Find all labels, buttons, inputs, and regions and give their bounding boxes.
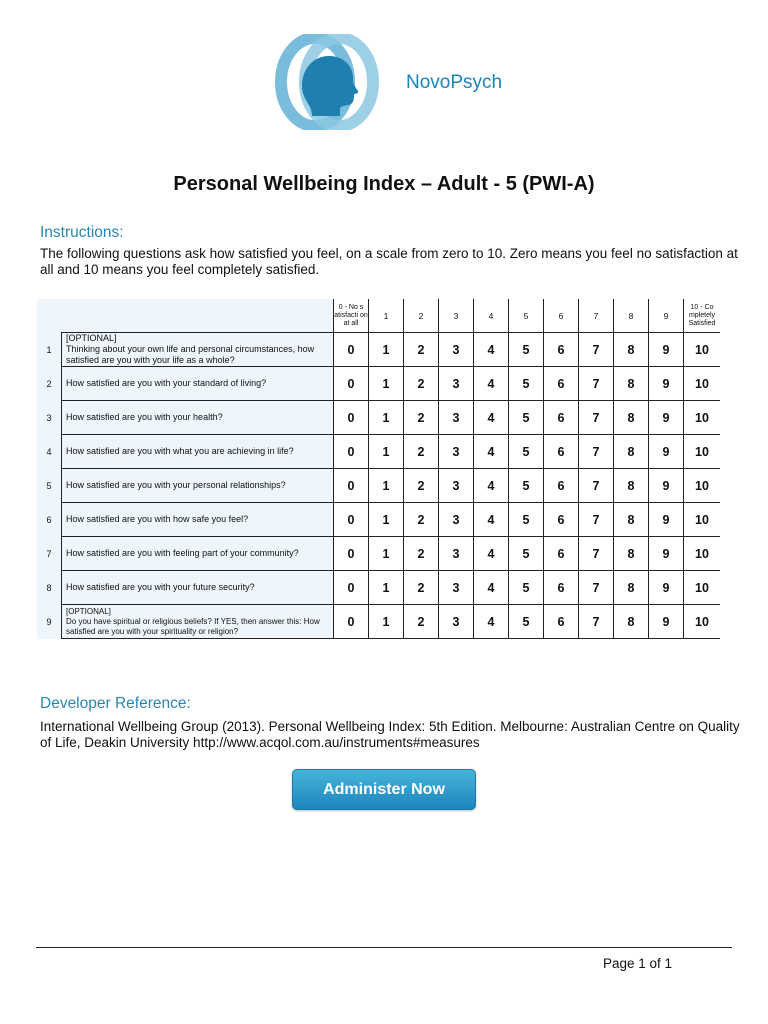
scale-header: 5 [509, 299, 544, 333]
rating-option[interactable]: 1 [369, 503, 404, 537]
rating-option[interactable]: 0 [334, 401, 369, 435]
row-number: 5 [37, 469, 62, 503]
rating-option[interactable]: 4 [474, 503, 509, 537]
rating-option[interactable]: 4 [474, 605, 509, 639]
rating-option[interactable]: 1 [369, 605, 404, 639]
rating-option[interactable]: 10 [684, 469, 721, 503]
rating-option[interactable]: 0 [334, 435, 369, 469]
rating-option[interactable]: 8 [614, 605, 649, 639]
rating-option[interactable]: 8 [614, 401, 649, 435]
rating-option[interactable]: 7 [579, 503, 614, 537]
row-number: 6 [37, 503, 62, 537]
question-cell [62, 537, 334, 571]
page-number: Page 1 of 1 [603, 956, 673, 971]
rating-option[interactable]: 9 [649, 367, 684, 401]
table-row [37, 401, 720, 435]
row-number: 9 [37, 605, 62, 639]
rating-option[interactable]: 4 [474, 469, 509, 503]
rating-option[interactable]: 5 [509, 503, 544, 537]
scale-header: 6 [544, 299, 579, 333]
rating-option[interactable]: 7 [579, 537, 614, 571]
rating-option[interactable]: 5 [509, 333, 544, 367]
rating-option[interactable]: 6 [544, 333, 579, 367]
scale-header: 0 - No s atisfacti on at all [334, 299, 369, 333]
developer-heading: Developer Reference: [40, 695, 191, 712]
developer-reference-text: International Wellbeing Group (2013). Personal Wellbeing Index: 5th Edition. Melbourne: Australian Centre on Quality of Life, Deakin University http://www.acqol.com.au/instruments#measures [40, 719, 740, 750]
question-cell [62, 401, 334, 435]
brand-name: NovoPsych [406, 72, 503, 93]
rating-option[interactable]: 1 [369, 401, 404, 435]
rating-option[interactable]: 8 [614, 503, 649, 537]
rating-option[interactable]: 6 [544, 401, 579, 435]
footer-divider [36, 947, 732, 948]
rating-option[interactable]: 2 [404, 435, 439, 469]
question-text: Do you have spiritual or religious beliefs? If YES, then answer this: How satisfied are you with your spirituality or religion? [66, 616, 320, 636]
instructions-heading: Instructions: [40, 224, 124, 241]
rating-option[interactable]: 6 [544, 605, 579, 639]
rating-option[interactable]: 1 [369, 469, 404, 503]
row-number: 3 [37, 401, 62, 435]
rating-option[interactable]: 9 [649, 503, 684, 537]
rating-option[interactable]: 0 [334, 469, 369, 503]
rating-option[interactable]: 8 [614, 367, 649, 401]
rating-option[interactable]: 10 [684, 605, 721, 639]
rating-option[interactable]: 5 [509, 469, 544, 503]
rating-option[interactable]: 10 [684, 401, 721, 435]
administer-now-button[interactable]: Administer Now [292, 769, 476, 810]
table-row [37, 469, 720, 503]
rating-option[interactable]: 9 [649, 605, 684, 639]
scale-header: 3 [439, 299, 474, 333]
rating-option[interactable]: 8 [614, 571, 649, 605]
rating-option[interactable]: 5 [509, 401, 544, 435]
header-blank [37, 299, 334, 333]
rating-option[interactable]: 9 [649, 435, 684, 469]
rating-option[interactable]: 3 [439, 333, 474, 367]
rating-option[interactable]: 3 [439, 435, 474, 469]
scale-header: 1 [369, 299, 404, 333]
rating-option[interactable]: 5 [509, 571, 544, 605]
rating-option[interactable]: 5 [509, 435, 544, 469]
rating-option[interactable]: 4 [474, 401, 509, 435]
rating-option[interactable]: 6 [544, 367, 579, 401]
rating-option[interactable]: 2 [404, 571, 439, 605]
rating-option[interactable]: 3 [439, 367, 474, 401]
rating-option[interactable]: 6 [544, 571, 579, 605]
row-number: 8 [37, 571, 62, 605]
rating-option[interactable]: 6 [544, 435, 579, 469]
rating-option[interactable]: 7 [579, 367, 614, 401]
rating-option[interactable]: 0 [334, 537, 369, 571]
rating-option[interactable]: 1 [369, 367, 404, 401]
rating-option[interactable]: 0 [334, 367, 369, 401]
question-text: Thinking about your own life and personal circumstances, how satisfied are you with your life as a whole? [66, 344, 315, 365]
rating-option[interactable]: 7 [579, 469, 614, 503]
question-text: How satisfied are you with feeling part of your community? [66, 548, 299, 558]
rating-option[interactable]: 3 [439, 537, 474, 571]
rating-option[interactable]: 9 [649, 333, 684, 367]
rating-option[interactable]: 5 [509, 537, 544, 571]
rating-option[interactable]: 2 [404, 469, 439, 503]
rating-option[interactable]: 7 [579, 571, 614, 605]
question-text: How satisfied are you with your standard of living? [66, 378, 267, 388]
table-row [37, 333, 720, 367]
rating-option[interactable]: 3 [439, 469, 474, 503]
rating-option[interactable]: 0 [334, 605, 369, 639]
rating-option[interactable]: 0 [334, 503, 369, 537]
rating-option[interactable]: 0 [334, 571, 369, 605]
rating-option[interactable]: 10 [684, 333, 721, 367]
rating-option[interactable]: 3 [439, 571, 474, 605]
rating-option[interactable]: 9 [649, 537, 684, 571]
optional-tag: [OPTIONAL] [66, 333, 117, 343]
question-text: How satisfied are you with your future security? [66, 582, 255, 592]
scale-header: 4 [474, 299, 509, 333]
table-row [37, 571, 720, 605]
rating-option[interactable]: 8 [614, 469, 649, 503]
question-text: How satisfied are you with what you are achieving in life? [66, 446, 294, 456]
instructions-text: The following questions ask how satisfied you feel, on a scale from zero to 10. Zero means you feel no satisfaction at all and 10 means you feel completely satisfied. [40, 246, 738, 277]
rating-option[interactable]: 8 [614, 333, 649, 367]
rating-option[interactable]: 2 [404, 401, 439, 435]
scale-header: 2 [404, 299, 439, 333]
scale-header: 10 - Co mpletely Satisfied [684, 299, 721, 333]
rating-option[interactable]: 3 [439, 503, 474, 537]
table-row [37, 367, 720, 401]
rating-option[interactable]: 1 [369, 571, 404, 605]
rating-option[interactable]: 6 [544, 503, 579, 537]
scale-header-row [37, 299, 720, 333]
rating-option[interactable]: 10 [684, 367, 721, 401]
rating-option[interactable]: 9 [649, 469, 684, 503]
table-row [37, 503, 720, 537]
rating-option[interactable]: 2 [404, 503, 439, 537]
rating-option[interactable]: 8 [614, 537, 649, 571]
rating-option[interactable]: 10 [684, 435, 721, 469]
rating-option[interactable]: 2 [404, 537, 439, 571]
table-row [37, 605, 720, 639]
rating-option[interactable]: 4 [474, 435, 509, 469]
pwi-rating-table [37, 299, 720, 639]
rating-option[interactable]: 9 [649, 571, 684, 605]
row-number: 7 [37, 537, 62, 571]
rating-option[interactable]: 4 [474, 333, 509, 367]
rating-option[interactable]: 3 [439, 401, 474, 435]
question-cell [62, 333, 334, 367]
rating-option[interactable]: 1 [369, 537, 404, 571]
row-number: 2 [37, 367, 62, 401]
scale-header: 7 [579, 299, 614, 333]
rating-option[interactable]: 5 [509, 605, 544, 639]
rating-option[interactable]: 3 [439, 605, 474, 639]
head-profile-logo-icon [272, 34, 382, 130]
scale-header: 9 [649, 299, 684, 333]
rating-option[interactable]: 4 [474, 537, 509, 571]
question-cell [62, 571, 334, 605]
rating-option[interactable]: 10 [684, 571, 721, 605]
rating-option[interactable]: 1 [369, 435, 404, 469]
question-cell [62, 435, 334, 469]
rating-option[interactable]: 4 [474, 571, 509, 605]
question-cell [62, 469, 334, 503]
rating-option[interactable]: 7 [579, 605, 614, 639]
rating-option[interactable]: 10 [684, 503, 721, 537]
optional-tag: [OPTIONAL] [66, 606, 111, 616]
question-text: How satisfied are you with how safe you feel? [66, 514, 249, 524]
rating-option[interactable]: 7 [579, 435, 614, 469]
rating-option[interactable]: 10 [684, 537, 721, 571]
question-text: How satisfied are you with your health? [66, 412, 223, 422]
rating-option[interactable]: 6 [544, 469, 579, 503]
rating-option[interactable]: 6 [544, 537, 579, 571]
rating-option[interactable]: 4 [474, 367, 509, 401]
rating-option[interactable]: 2 [404, 333, 439, 367]
rating-option[interactable]: 7 [579, 401, 614, 435]
scale-header: 8 [614, 299, 649, 333]
question-cell [62, 605, 334, 639]
question-text: How satisfied are you with your personal relationships? [66, 480, 286, 490]
question-cell [62, 367, 334, 401]
rating-option[interactable]: 8 [614, 435, 649, 469]
row-number: 1 [37, 333, 62, 367]
rating-option[interactable]: 9 [649, 401, 684, 435]
rating-option[interactable]: 2 [404, 367, 439, 401]
rating-option[interactable]: 5 [509, 367, 544, 401]
rating-option[interactable]: 0 [334, 333, 369, 367]
table-row [37, 537, 720, 571]
row-number: 4 [37, 435, 62, 469]
table-row [37, 435, 720, 469]
rating-option[interactable]: 2 [404, 605, 439, 639]
question-cell [62, 503, 334, 537]
page-title: Personal Wellbeing Index – Adult - 5 (PWI-A) [173, 173, 595, 195]
rating-option[interactable]: 1 [369, 333, 404, 367]
rating-option[interactable]: 7 [579, 333, 614, 367]
